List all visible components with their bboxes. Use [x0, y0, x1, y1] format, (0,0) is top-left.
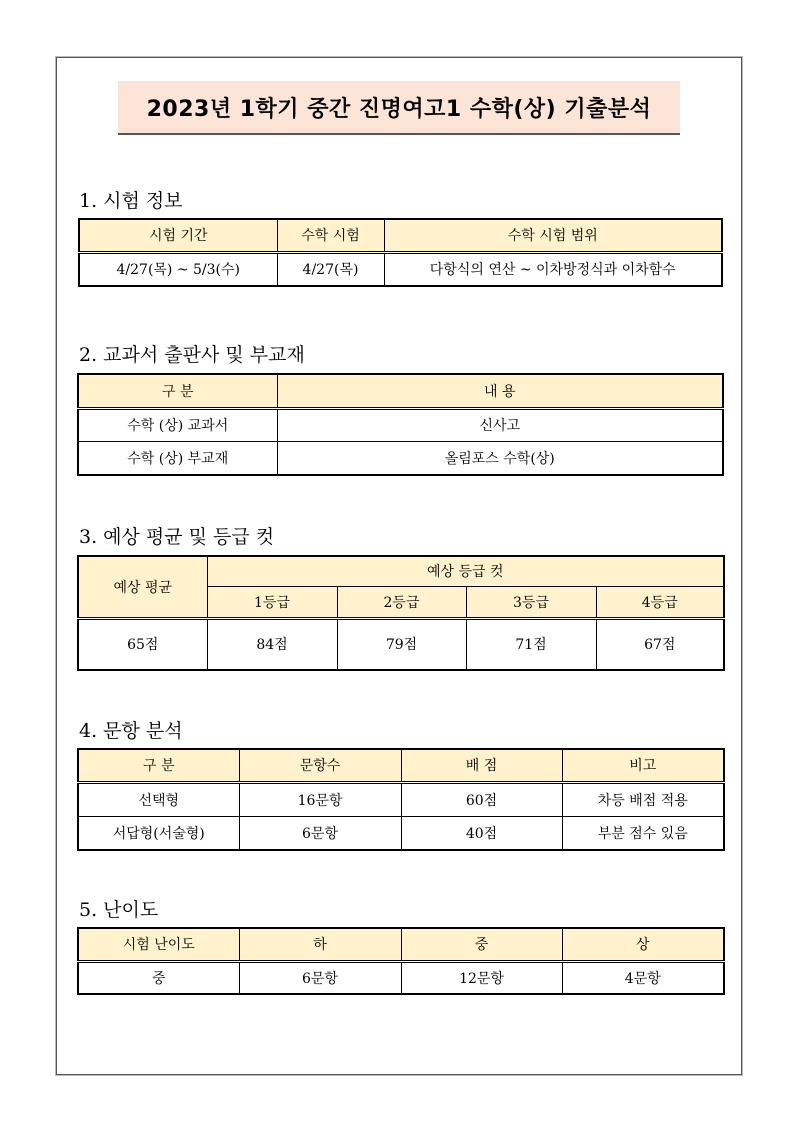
header-cell: 시험 기간	[79, 219, 277, 252]
table-cell: 6문항	[239, 961, 401, 994]
table-cell: 12문항	[401, 961, 562, 994]
table-cell: 65점	[78, 618, 207, 670]
table-row	[78, 618, 724, 670]
header-cell: 2등급	[337, 586, 466, 618]
table-cell: 수학 (상) 부교재	[78, 441, 277, 475]
table-cell: 수학 (상) 교과서	[78, 408, 277, 441]
table-cell: 신사고	[277, 408, 723, 441]
section-2-heading: 2. 교과서 출판사 및 부교재	[79, 344, 305, 366]
header-cell: 문항수	[239, 749, 401, 782]
table-cell: 4/27(목)	[277, 252, 384, 286]
header-cell: 1등급	[207, 586, 337, 618]
table-header-row	[78, 374, 723, 408]
table-cell: 71점	[466, 618, 596, 670]
table-row	[78, 408, 723, 441]
table-row	[79, 252, 722, 286]
header-cell: 시험 난이도	[78, 928, 239, 961]
table-cell: 올림포스 수학(상)	[277, 441, 723, 475]
table-row	[78, 782, 724, 816]
difficulty-table	[77, 927, 725, 995]
header-cell: 수학 시험	[277, 219, 384, 252]
table-row	[78, 441, 723, 475]
table-cell: 차등 배점 적용	[562, 782, 724, 816]
header-cell: 3등급	[466, 586, 596, 618]
header-cell: 수학 시험 범위	[384, 219, 722, 252]
grade-cut-table	[77, 555, 725, 671]
table-row	[78, 961, 724, 994]
table-row	[78, 816, 724, 850]
table-cell: 6문항	[239, 816, 401, 850]
table-cell: 40점	[401, 816, 562, 850]
table-cell: 부분 점수 있음	[562, 816, 724, 850]
header-cell: 하	[239, 928, 401, 961]
header-cell: 4등급	[596, 586, 724, 618]
table-cell: 서답형(서술형)	[78, 816, 239, 850]
header-cell: 예상 등급 컷	[207, 556, 724, 586]
header-cell: 중	[401, 928, 562, 961]
table-cell: 79점	[337, 618, 466, 670]
table-cell: 중	[78, 961, 239, 994]
table-cell: 4/27(목) ~ 5/3(수)	[79, 252, 277, 286]
question-analysis-table	[77, 748, 725, 851]
header-cell: 예상 평균	[78, 556, 207, 618]
table-header-row	[79, 219, 722, 252]
header-cell: 상	[562, 928, 724, 961]
section-3-heading: 3. 예상 평균 및 등급 컷	[79, 526, 275, 548]
header-cell: 구 분	[78, 749, 239, 782]
header-cell: 내 용	[277, 374, 723, 408]
table-cell: 4문항	[562, 961, 724, 994]
table-cell: 선택형	[78, 782, 239, 816]
table-cell: 16문항	[239, 782, 401, 816]
table-header-row	[78, 556, 724, 586]
header-cell: 구 분	[78, 374, 277, 408]
section-5-heading: 5. 난이도	[79, 899, 159, 921]
exam-info-table	[78, 218, 723, 287]
table-cell: 67점	[596, 618, 724, 670]
table-cell: 다항식의 연산 ~ 이차방정식과 이차함수	[384, 252, 722, 286]
header-cell: 배 점	[401, 749, 562, 782]
table-cell: 84점	[207, 618, 337, 670]
page-title: 2023년 1학기 중간 진명여고1 수학(상) 기출분석	[118, 81, 680, 135]
table-cell: 60점	[401, 782, 562, 816]
textbook-table	[77, 373, 724, 476]
section-4-heading: 4. 문항 분석	[79, 720, 183, 742]
section-1-heading: 1. 시험 정보	[79, 190, 183, 212]
table-header-row	[78, 749, 724, 782]
table-header-row	[78, 928, 724, 961]
header-cell: 비고	[562, 749, 724, 782]
